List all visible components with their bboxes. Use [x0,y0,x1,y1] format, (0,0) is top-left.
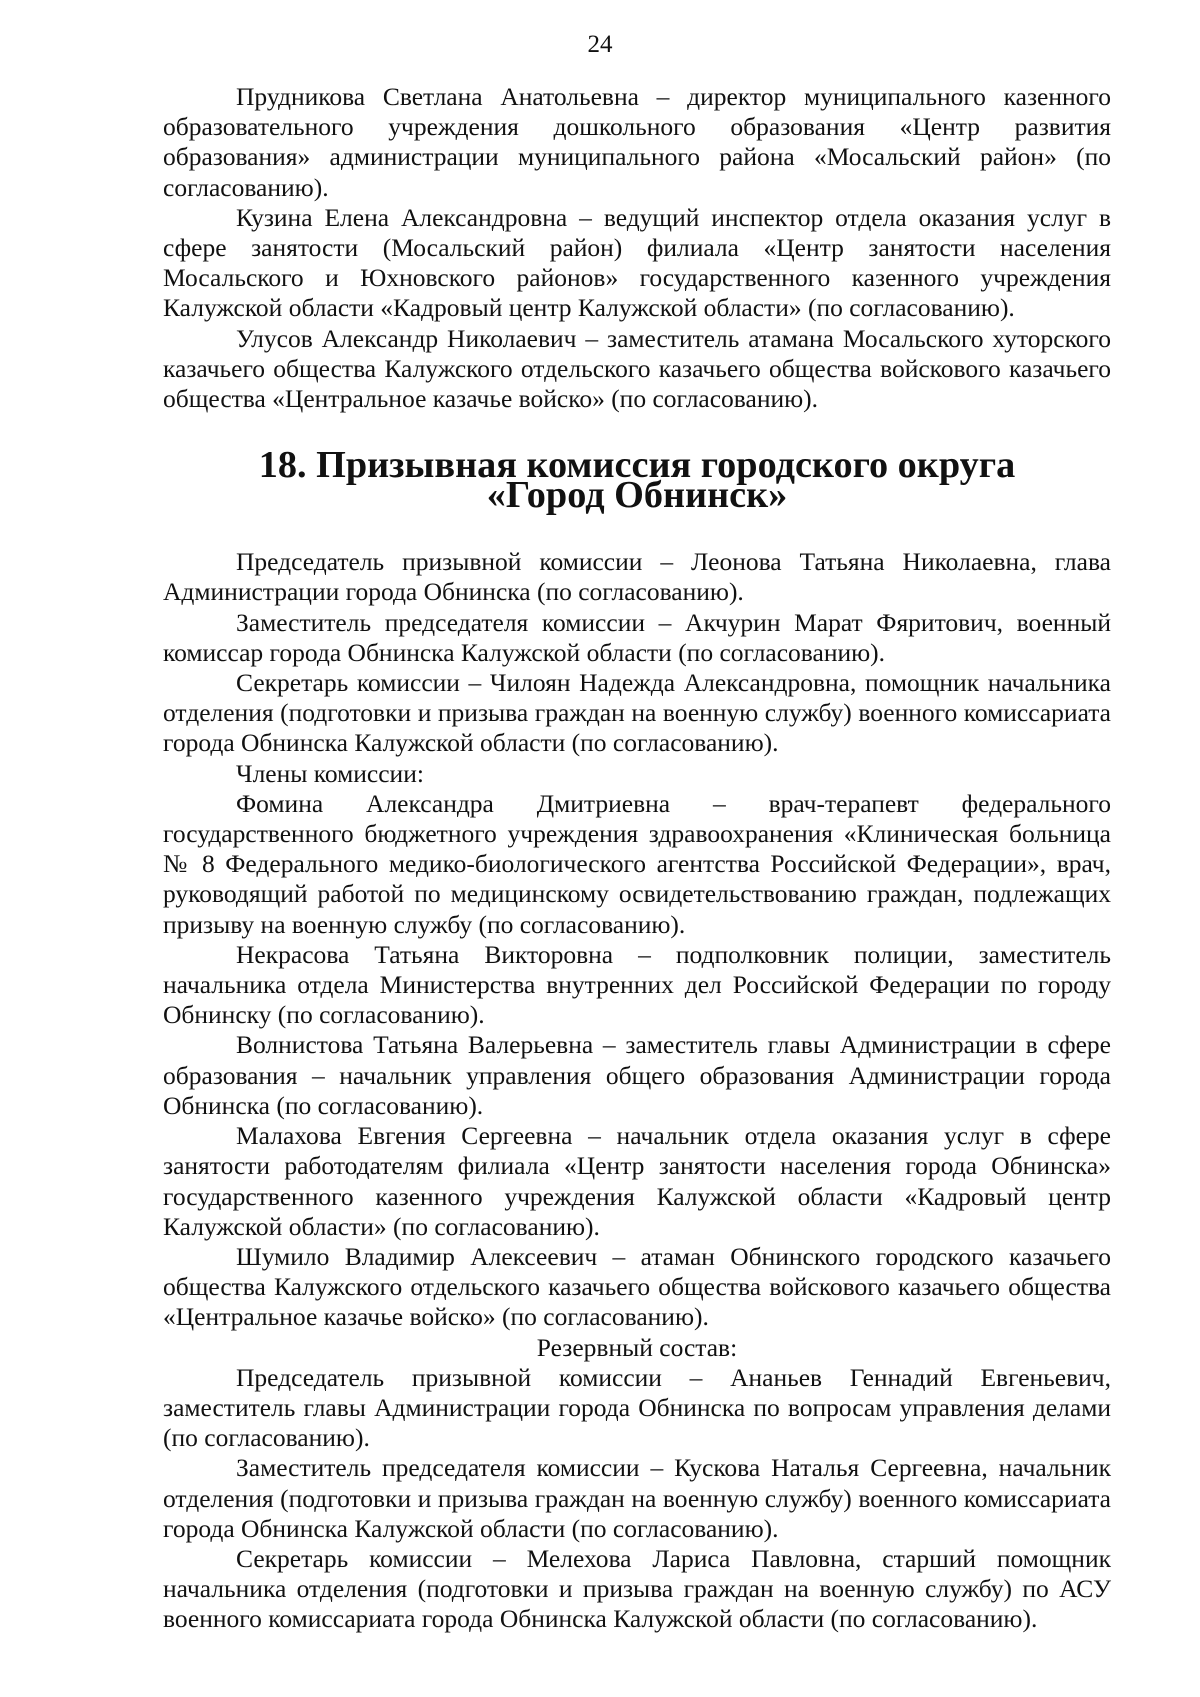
paragraph-nekrasova: Некрасова Татьяна Викторовна – подполковник полиции, заместитель начальника отдела Министерства внутренних дел Российской Федерации по городу Обнинску (по согласованию). [163,939,1111,1030]
paragraph-malakhova: Малахова Евгения Сергеевна – начальник отдела оказания услуг в сфере занятости работодателям филиала «Центр занятости населения города Обнинска» государственного казенного учреждения Калужской области «Кадровый центр Калужской области» (по согласованию). [163,1121,1111,1241]
page-number: 24 [587,31,613,58]
paragraph-reserve-deputy: Заместитель председателя комиссии – Кускова Наталья Сергеевна, начальник отделения (подготовки и призыва граждан на военную службу) военного комиссариата города Обнинска Калужской области (по согласованию). [163,1453,1111,1543]
paragraph-shumilo: Шумило Владимир Алексеевич – атаман Обнинского городского казачьего общества Калужского отдельского казачьего общества войскового казачьего общества «Центральное казачье войско» (по согласованию). [163,1241,1111,1332]
paragraph-reserve-secretary: Секретарь комиссии – Мелехова Лариса Павловна, старший помощник начальника отделения (подготовки и призыва граждан на военную службу) по АСУ военного комиссариата города Обнинска Калужской области (по согласованию). [163,1543,1111,1634]
document-body [163,82,1111,1635]
paragraph-fomina: Фомина Александра Дмитриевна – врач-терапевт федерального государственного бюджетного учреждения здравоохранения «Клиническая больница № 8 Федерального медико-биологического агентства Российской Федерации», врач, руководящий работой по медицинскому освидетельствованию граждан, подлежащих призыву на военную службу (по согласованию). [163,788,1111,939]
paragraph-reserve-chairman: Председатель призывной комиссии – Ананьев Геннадий Евгеньевич, заместитель главы Администрации города Обнинска по вопросам управления делами (по согласованию). [163,1362,1111,1453]
section-heading-line-2: «Город Обнинск» [486,474,788,517]
section-heading-line-1: 18. Призывная комиссия городского округа [258,444,1016,487]
section-heading [163,444,1111,517]
paragraph-ulusov: Улусов Александр Николаевич – заместитель атамана Мосальского хуторского казачьего общества Калужского отдельского казачьего общества войскового казачьего общества «Центральное казачье войско» (по согласованию). [163,323,1111,414]
paragraph-kuzina: Кузина Елена Александровна – ведущий инспектор отдела оказания услуг в сфере занятости (Мосальский район) филиала «Центр занятости населения Мосальского и Юхновского районов» государственного казенного учреждения Калужской области «Кадровый центр Калужской области» (по согласованию). [163,202,1111,323]
paragraph-volnistova: Волнистова Татьяна Валерьевна – заместитель главы Администрации в сфере образования – начальник управления общего образования Администрации города Обнинска (по согласованию). [163,1030,1111,1120]
paragraph-deputy-chairman: Заместитель председателя комиссии – Акчурин Марат Фяритович, военный комиссар города Обнинска Калужской области (по согласованию). [163,607,1111,667]
paragraph-secretary: Секретарь комиссии – Чилоян Надежда Александровна, помощник начальника отделения (подготовки и призыва граждан на военную службу) военного комиссариата города Обнинска Калужской области (по согласованию). [163,668,1111,758]
paragraph-members-label: Члены комиссии: [236,758,424,788]
reserve-heading: Резервный состав: [536,1332,738,1362]
paragraph-prudnikova: Прудникова Светлана Анатольевна – директор муниципального казенного образовательного учреждения дошкольного образования «Центр развития образования» администрации муниципального района «Мосальский район» (по согласованию). [163,82,1111,202]
paragraph-chairman: Председатель призывной комиссии – Леонова Татьяна Николаевна, глава Администрации города Обнинска (по согласованию). [163,547,1111,607]
